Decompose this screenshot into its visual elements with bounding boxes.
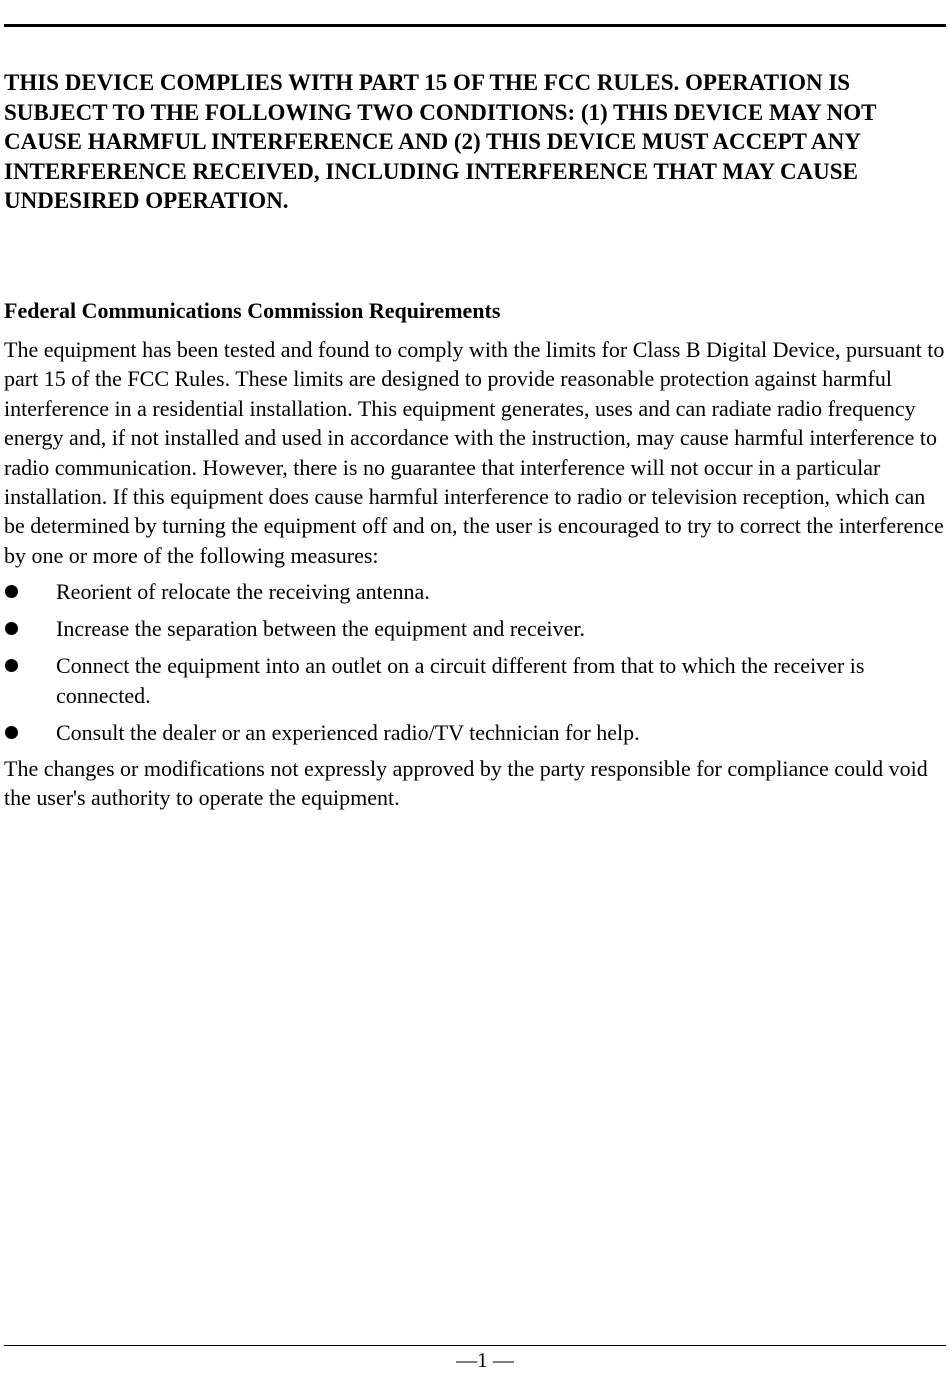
list-item [4,651,946,710]
document-page [4,0,946,1381]
section-title: Federal Communications Commission Requirements [4,298,501,323]
bullet-icon [5,622,18,635]
top-divider [4,24,946,27]
closing-paragraph: The changes or modifications not expressly approved by the party responsible for compliance could void the user's authority to operate the equipment. [4,756,928,811]
bullet-icon [5,726,18,739]
list-item-text: Increase the separation between the equipment and receiver. [56,616,585,642]
measures-list [4,577,946,747]
list-item-text: Reorient of relocate the receiving antenna. [56,579,430,605]
bullet-icon [5,659,18,672]
list-item [4,718,946,747]
intro-paragraph: The equipment has been tested and found to comply with the limits for Class B Digital Device, pursuant to part 15 of the FCC Rules. These limits are designed to provide reasonable protection against harmful interference in a residential installation. This equipment generates, uses and can radiate radio frequency energy and, if not installed and used in accordance with the instruction, may cause harmful interference to radio communication. However, there is no guarantee that interference will not occur in a particular installation. If this equipment does cause harmful interference to radio or television reception, which can be determined by turning the equipment off and on, the user is encouraged to try to correct the interference by one or more of the following measures: [4,337,945,568]
list-item-text: Connect the equipment into an outlet on a circuit different from that to which the receiver is connected. [56,653,865,708]
list-item [4,577,946,606]
fcc-compliance-notice: THIS DEVICE COMPLIES WITH PART 15 OF THE FCC RULES. OPERATION IS SUBJECT TO THE FOLLOWING TWO CONDITIONS: (1) THIS DEVICE MAY NOT CAUSE HARMFUL INTERFERENCE AND (2) THIS DEVICE MUST ACCEPT ANY INTERFERENCE RECEIVED, INCLUDING INTERFERENCE THAT MAY CAUSE UNDESIRED OPERATION. [4,70,877,214]
section-body [4,335,946,813]
bullet-icon [5,585,18,598]
page-number: —1 — [456,1348,514,1372]
list-item [4,614,946,643]
list-item-text: Consult the dealer or an experienced radio/TV technician for help. [56,719,640,745]
